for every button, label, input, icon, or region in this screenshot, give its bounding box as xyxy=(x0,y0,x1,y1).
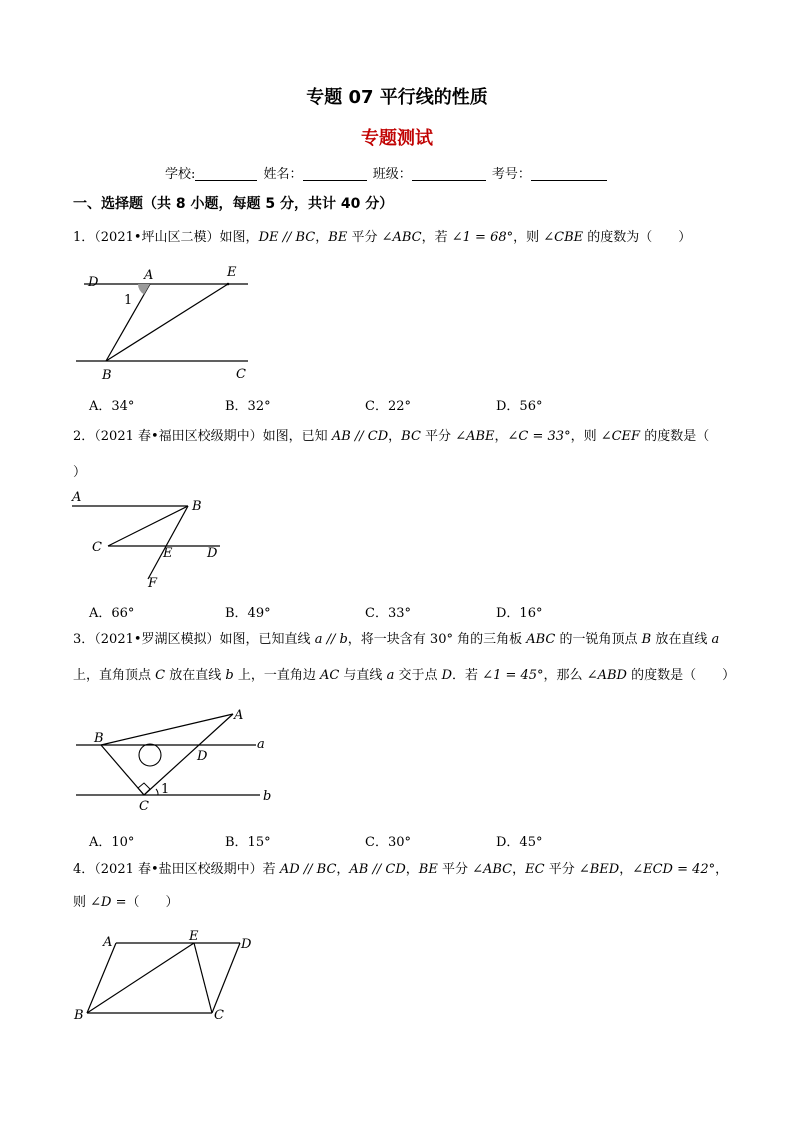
question-text: 若 xyxy=(262,862,280,877)
label-b: B xyxy=(94,731,104,746)
math-expression: ∠BED xyxy=(578,862,620,877)
question-text: 则 xyxy=(73,895,91,910)
number-blank xyxy=(531,166,607,181)
angle-1-marker xyxy=(138,284,150,295)
question-text: ， xyxy=(388,429,402,444)
option-d[interactable]: D．45° xyxy=(496,835,543,850)
segment-cb xyxy=(108,506,188,546)
option-b[interactable]: B．15° xyxy=(225,835,271,850)
label-c: C xyxy=(92,540,102,555)
page-subtitle: 专题测试 xyxy=(361,128,433,149)
question-text: ，将一块含有 30° 角的三角板 xyxy=(347,632,527,647)
angle-1-arc xyxy=(156,789,158,795)
label-line-a: a xyxy=(257,737,265,752)
segment-be xyxy=(87,943,194,1013)
question-text: 的度数是（ xyxy=(640,429,710,444)
math-expression: ∠CBE xyxy=(543,230,584,245)
label-a: A xyxy=(234,708,244,723)
question-text: ， xyxy=(619,862,633,877)
question-text: 交于点 xyxy=(394,668,442,683)
question-text: 如图，已知直线 xyxy=(219,632,315,647)
math-expression: ∠ABC xyxy=(381,230,422,245)
math-expression: ∠D xyxy=(90,895,112,910)
school-label: 学校: xyxy=(165,167,196,182)
math-expression: ∠1 = 45° xyxy=(482,668,544,683)
question-text: 上，一直角边 xyxy=(233,668,320,683)
question-text: 放在直线 xyxy=(165,668,226,683)
math-expression: BE xyxy=(418,862,438,877)
label-f: F xyxy=(148,576,158,591)
math-expression: a xyxy=(711,632,720,647)
label-a: A xyxy=(103,935,113,950)
option-b[interactable]: B．32° xyxy=(225,399,271,414)
question-text: 与直线 xyxy=(339,668,387,683)
math-expression: BC xyxy=(401,429,421,444)
question-1-figure xyxy=(70,262,260,382)
segment-dc xyxy=(212,943,240,1013)
question-1-text xyxy=(73,220,691,256)
math-expression: a xyxy=(386,668,395,683)
question-source: （2021 春•盐田区校级期中） xyxy=(94,862,263,877)
question-4-text-line-2 xyxy=(73,885,179,921)
label-b: B xyxy=(74,1008,84,1023)
math-expression: AB // CD xyxy=(349,862,406,877)
math-expression: a // b xyxy=(314,632,348,647)
point-e xyxy=(227,283,230,286)
label-e: E xyxy=(163,546,173,561)
math-expression: ABC xyxy=(526,632,556,647)
question-text: 如图， xyxy=(219,230,259,245)
math-expression: ∠C = 33° xyxy=(507,429,571,444)
segment-ec xyxy=(194,943,212,1013)
question-3-figure xyxy=(70,702,280,817)
math-expression: C xyxy=(155,668,166,683)
label-line-b: b xyxy=(263,789,272,804)
question-number: 3． xyxy=(73,632,95,647)
question-number: 1． xyxy=(73,230,95,245)
option-b[interactable]: B．49° xyxy=(225,606,271,621)
math-expression: ∠1 = 68° xyxy=(451,230,514,245)
question-text: 平分 xyxy=(544,862,579,877)
name-label: 姓名： xyxy=(263,167,303,182)
question-number: 2． xyxy=(73,429,95,444)
math-expression: b xyxy=(225,668,234,683)
question-4-text xyxy=(73,852,728,888)
question-source: （2021•罗湖区模拟） xyxy=(94,632,220,647)
right-angle-marker xyxy=(138,783,150,795)
option-c[interactable]: C．30° xyxy=(365,835,411,850)
option-d[interactable]: D．16° xyxy=(496,606,543,621)
question-text: 放在直线 xyxy=(651,632,712,647)
label-d: D xyxy=(207,546,218,561)
label-e: E xyxy=(189,929,199,944)
segment-ab xyxy=(87,943,116,1013)
math-expression: AB // CD xyxy=(331,429,389,444)
question-text: ， xyxy=(512,862,526,877)
section-heading: 一、选择题（共 8 小题，每题 5 分，共计 40 分） xyxy=(73,196,394,212)
question-text: 的一锐角顶点 xyxy=(555,632,642,647)
question-text: 上，直角顶点 xyxy=(73,668,156,683)
label-b: B xyxy=(102,368,112,382)
question-number: 4． xyxy=(73,862,95,877)
question-text: ．若 xyxy=(452,668,483,683)
option-a[interactable]: A．66° xyxy=(89,606,135,621)
label-d: D xyxy=(88,275,99,290)
question-text: 平分 xyxy=(347,230,382,245)
question-text: =（ ） xyxy=(111,895,179,910)
math-expression: DE // BC xyxy=(258,230,316,245)
math-expression: AC xyxy=(319,668,340,683)
question-text: ， xyxy=(494,429,508,444)
label-c: C xyxy=(214,1008,224,1023)
label-d: D xyxy=(197,749,208,764)
label-angle-1: 1 xyxy=(161,782,170,797)
option-c[interactable]: C．22° xyxy=(365,399,411,414)
option-c[interactable]: C．33° xyxy=(365,606,411,621)
question-text: 如图，已知 xyxy=(262,429,332,444)
question-2-text-line-2: ） xyxy=(73,465,87,480)
math-expression: ∠ABD xyxy=(586,668,627,683)
question-text: ，则 xyxy=(570,429,601,444)
question-text: 的度数是（ ） xyxy=(626,668,736,683)
math-expression: ∠ECD = 42° xyxy=(632,862,716,877)
page-title: 专题 07 平行线的性质 xyxy=(306,87,488,108)
option-a[interactable]: A．10° xyxy=(89,835,135,850)
question-text: ，若 xyxy=(421,230,452,245)
label-c: C xyxy=(236,367,246,382)
school-blank xyxy=(195,166,257,181)
math-expression: ∠ABE xyxy=(455,429,495,444)
question-source: （2021 春•福田区校级期中） xyxy=(94,429,263,444)
question-text: ， xyxy=(405,862,419,877)
question-2-figure xyxy=(66,487,236,592)
option-d[interactable]: D．56° xyxy=(496,399,543,414)
question-4-figure xyxy=(70,926,260,1026)
question-text: 的度数为（ ） xyxy=(583,230,692,245)
math-expression: BE xyxy=(328,230,348,245)
question-text: ， xyxy=(336,862,350,877)
class-label: 班级： xyxy=(372,167,412,182)
math-expression: EC xyxy=(525,862,545,877)
question-source: （2021•坪山区二模） xyxy=(94,230,220,245)
math-expression: AD // BC xyxy=(279,862,337,877)
question-3-text xyxy=(73,622,719,658)
label-b: B xyxy=(192,499,202,514)
math-expression: ∠ABC xyxy=(472,862,513,877)
label-e: E xyxy=(227,265,237,280)
segment-ba xyxy=(101,714,233,745)
question-text: ， xyxy=(315,230,329,245)
option-a[interactable]: A．34° xyxy=(89,399,135,414)
label-a: A xyxy=(72,490,82,505)
segment-bc xyxy=(101,745,144,795)
math-expression: ∠CEF xyxy=(600,429,641,444)
math-expression: B xyxy=(641,632,652,647)
question-text: 平分 xyxy=(420,429,456,444)
question-3-text-line-2 xyxy=(73,658,735,694)
question-2-text xyxy=(73,419,709,455)
segment-ca xyxy=(144,714,233,795)
label-c: C xyxy=(139,799,149,814)
math-expression: D xyxy=(441,668,453,683)
label-d: D xyxy=(241,937,252,952)
label-a: A xyxy=(144,268,154,283)
question-text: 平分 xyxy=(437,862,473,877)
class-blank xyxy=(412,166,486,181)
number-label: 考号： xyxy=(491,167,531,182)
line-bf xyxy=(148,506,188,579)
question-text: ，则 xyxy=(513,230,544,245)
question-text: ，那么 xyxy=(543,668,587,683)
student-info-line xyxy=(165,163,609,182)
question-text: ， xyxy=(715,862,729,877)
circle-mark xyxy=(139,744,161,766)
label-angle-1: 1 xyxy=(124,293,133,308)
name-blank xyxy=(303,166,367,181)
